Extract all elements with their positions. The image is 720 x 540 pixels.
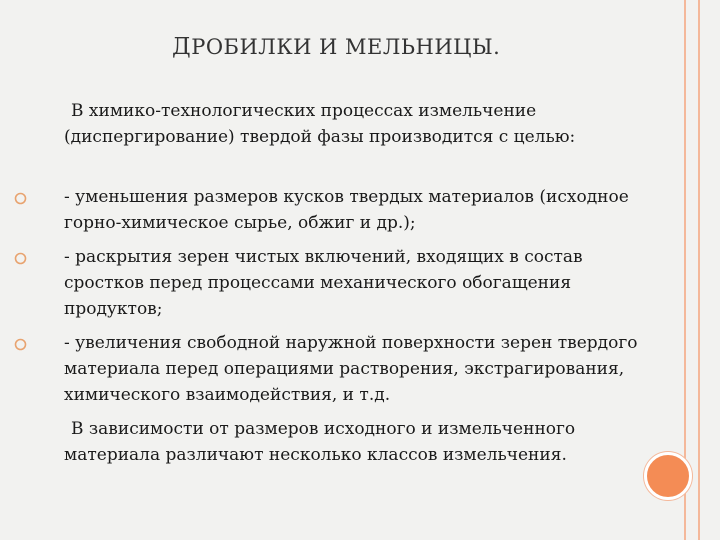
hollow-circle-icon [14, 252, 27, 265]
title-rest: РОБИЛКИ И МЕЛЬНИЦЫ. [191, 35, 501, 59]
decorative-edge-line [698, 0, 700, 540]
hollow-circle-icon [14, 338, 27, 351]
bullet-item [64, 330, 654, 408]
hollow-circle-icon [14, 192, 27, 205]
closing-text: В зависимости от размеров исходного и измельченного материала различают несколько классов измельчения. [64, 419, 576, 465]
bullet-item [64, 184, 654, 236]
bullet-text: - раскрытия зерен чистых включений, входящих в состав сростков перед процессами механического обогащения продуктов; [64, 247, 583, 319]
intro-paragraph [64, 98, 654, 150]
title-initial: Д [172, 34, 192, 60]
slide-title [172, 34, 500, 60]
bullet-text: - увеличения свободной наружной поверхности зерен твердого материала перед операциями растворения, экстрагирования, химического взаимодействия, и т.д. [64, 333, 638, 405]
bullet-text: - уменьшения размеров кусков твердых материалов (исходное горно-химическое сырье, обжиг и др.); [64, 187, 629, 233]
intro-text: В химико-технологических процессах измельчение (диспергирование) твердой фазы производится с целью: [64, 101, 576, 147]
bullet-item [64, 244, 654, 322]
closing-paragraph [64, 416, 654, 468]
